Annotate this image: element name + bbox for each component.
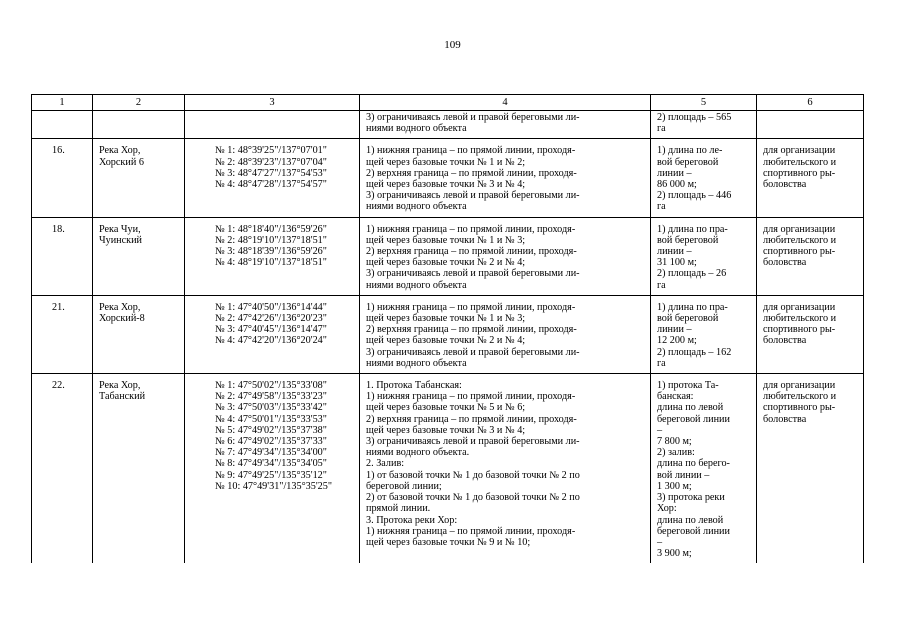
text-line: 1. Протока Табанская: bbox=[366, 380, 462, 392]
text-line: 2) верхняя граница – по прямой линии, проходя- bbox=[366, 324, 577, 336]
text-line: Табанский bbox=[99, 391, 146, 403]
text-line: 2) площадь – 162 bbox=[657, 346, 732, 358]
text-line: боловства bbox=[763, 179, 807, 191]
text-line: береговой линии; bbox=[366, 480, 442, 492]
column-header: 6 bbox=[757, 95, 864, 111]
text-line: прямой линии. bbox=[366, 503, 431, 515]
text-line: береговой линии bbox=[657, 413, 730, 425]
text-line: ниями водного объекта bbox=[366, 201, 467, 213]
text-line: 12 200 м; bbox=[657, 335, 697, 347]
text-line: 2) залив: bbox=[657, 447, 695, 459]
text-line: № 1: 47°40'50"/136°14'44" bbox=[215, 301, 327, 313]
text-line: № 4: 47°42'20"/136°20'24" bbox=[215, 335, 327, 347]
text-line: линии – bbox=[657, 246, 692, 258]
text-line: 2) площадь – 565 bbox=[657, 112, 732, 123]
text-line: 2) верхняя граница – по прямой линии, проходя- bbox=[366, 246, 577, 258]
water-body-name bbox=[93, 374, 185, 564]
boundary-description bbox=[360, 139, 651, 217]
column-header: 2 bbox=[93, 95, 185, 111]
text-line: № 2: 47°49'58"/135°33'23" bbox=[215, 391, 327, 403]
text-line: 1) протока Та- bbox=[657, 380, 719, 392]
text-line: длина по берего- bbox=[657, 458, 730, 470]
text-line: Хорский-8 bbox=[99, 313, 145, 325]
text-line: га bbox=[657, 201, 666, 213]
text-line: 2) верхняя граница – по прямой линии, проходя- bbox=[366, 167, 577, 179]
text-line: 86 000 м; bbox=[657, 179, 697, 191]
text-line: вой береговой bbox=[657, 313, 719, 325]
text-line: боловства bbox=[763, 257, 807, 269]
text-line: 3) ограничиваясь левой и правой береговыми ли- bbox=[366, 190, 580, 202]
area-size bbox=[651, 139, 757, 217]
text-line: длина по левой bbox=[657, 402, 724, 414]
text-line: Река Хор, bbox=[99, 301, 141, 313]
text-line: вой береговой bbox=[657, 234, 719, 246]
text-line: № 1: 47°50'02"/135°33'08" bbox=[215, 380, 327, 392]
text-line: линии – bbox=[657, 324, 692, 336]
text-line: – bbox=[657, 424, 663, 436]
text-line: 1) от базовой точки № 1 до базовой точки № 2 по bbox=[366, 469, 580, 481]
text-line: № 3: 47°50'03"/135°33'42" bbox=[215, 402, 327, 414]
text-line: 1) нижняя граница – по прямой линии, проходя- bbox=[366, 301, 576, 313]
column-header: 5 bbox=[651, 95, 757, 111]
text-line: вой линии – bbox=[657, 469, 710, 481]
text-line: № 2: 48°19'10"/137°18'51" bbox=[215, 234, 327, 246]
table-row bbox=[32, 139, 864, 217]
text-line: боловства bbox=[763, 413, 807, 425]
text-line: № 1: 48°18'40"/136°59'26" bbox=[215, 223, 327, 235]
text-line: 2. Залив: bbox=[366, 458, 405, 470]
area-purpose bbox=[757, 374, 864, 564]
continuation-description bbox=[360, 111, 651, 139]
continuation-size bbox=[651, 111, 757, 139]
text-line: № 4: 47°50'01"/135°33'53" bbox=[215, 413, 327, 425]
text-line: га bbox=[657, 357, 666, 369]
text-line: Хор: bbox=[657, 503, 677, 515]
text-line: спортивного ры- bbox=[763, 402, 836, 414]
text-line: ниями водного объекта. bbox=[366, 447, 470, 459]
text-line: ниями водного объекта bbox=[366, 279, 467, 291]
text-line: линии – bbox=[657, 167, 692, 179]
text-line: 1) длина по ле- bbox=[657, 145, 723, 157]
continuation-row bbox=[32, 111, 864, 139]
page-number: 109 bbox=[444, 39, 461, 51]
area-size bbox=[651, 217, 757, 295]
text-line: для организации bbox=[763, 380, 836, 392]
water-body-name bbox=[93, 217, 185, 295]
boundary-description bbox=[360, 374, 651, 564]
text-line: Река Чуи, bbox=[99, 223, 141, 235]
text-line: для организации bbox=[763, 145, 836, 157]
text-line: № 10: 47°49'31"/135°35'25" bbox=[215, 480, 333, 492]
text-line: 3) ограничиваясь левой и правой береговыми ли- bbox=[366, 436, 580, 448]
boundary-description bbox=[360, 217, 651, 295]
area-purpose bbox=[757, 139, 864, 217]
text-line: для организации bbox=[763, 223, 836, 235]
boundary-description bbox=[360, 295, 651, 373]
text-line: Река Хор, bbox=[99, 380, 141, 392]
base-point-coordinates bbox=[185, 374, 360, 564]
row-number: 22. bbox=[32, 374, 93, 564]
area-size bbox=[651, 295, 757, 373]
row-number: 18. bbox=[32, 217, 93, 295]
base-point-coordinates bbox=[185, 295, 360, 373]
text-line: ниями водного объекта bbox=[366, 357, 467, 369]
text-line: № 4: 48°19'10"/137°18'51" bbox=[215, 257, 327, 269]
text-line: 2) верхняя граница – по прямой линии, проходя- bbox=[366, 413, 577, 425]
column-number-header-row bbox=[32, 95, 864, 111]
text-line: щей через базовые точки № 1 и № 3; bbox=[366, 313, 526, 325]
text-line: Река Хор, bbox=[99, 145, 141, 157]
text-line: – bbox=[657, 536, 663, 548]
text-line: спортивного ры- bbox=[763, 324, 836, 336]
text-line: 3. Протока реки Хор: bbox=[366, 514, 458, 526]
water-body-name bbox=[93, 295, 185, 373]
text-line: 1) нижняя граница – по прямой линии, проходя- bbox=[366, 223, 576, 235]
table-row bbox=[32, 295, 864, 373]
column-header: 3 bbox=[185, 95, 360, 111]
table-row bbox=[32, 217, 864, 295]
text-line: 3) ограничиваясь левой и правой береговыми ли- bbox=[366, 346, 580, 358]
text-line: щей через базовые точки № 5 и № 6; bbox=[366, 402, 526, 414]
text-line: га bbox=[657, 123, 666, 135]
text-line: 2) площадь – 446 bbox=[657, 190, 732, 202]
text-line: Хорский 6 bbox=[99, 156, 144, 168]
text-line: № 9: 47°49'25"/135°35'12" bbox=[215, 469, 327, 481]
text-line: № 5: 47°49'02"/135°37'38" bbox=[215, 424, 327, 436]
row-number: 21. bbox=[32, 295, 93, 373]
text-line: спортивного ры- bbox=[763, 246, 836, 258]
text-line: щей через базовые точки № 3 и № 4; bbox=[366, 424, 526, 436]
text-line: № 4: 48°47'28"/137°54'57" bbox=[215, 179, 327, 191]
area-purpose bbox=[757, 217, 864, 295]
area-purpose bbox=[757, 295, 864, 373]
text-line: щей через базовые точки № 1 и № 2; bbox=[366, 156, 526, 168]
text-line: 3) ограничиваясь левой и правой береговыми ли- bbox=[366, 112, 580, 123]
area-size bbox=[651, 374, 757, 564]
text-line: боловства bbox=[763, 335, 807, 347]
column-header: 1 bbox=[32, 95, 93, 111]
text-line: спортивного ры- bbox=[763, 167, 836, 179]
text-line: 2) от базовой точки № 1 до базовой точки № 2 по bbox=[366, 492, 580, 504]
text-line: любительского и bbox=[763, 234, 837, 246]
text-line: вой береговой bbox=[657, 156, 719, 168]
text-line: 3) протока реки bbox=[657, 492, 725, 504]
text-line: 1 300 м; bbox=[657, 480, 692, 492]
text-line: щей через базовые точки № 9 и № 10; bbox=[366, 536, 531, 548]
text-line: № 3: 48°18'39"/136°59'26" bbox=[215, 246, 327, 258]
text-line: 2) площадь – 26 bbox=[657, 268, 727, 280]
text-line: щей через базовые точки № 2 и № 4; bbox=[366, 335, 526, 347]
text-line: береговой линии bbox=[657, 525, 730, 537]
text-line: № 6: 47°49'02"/135°37'33" bbox=[215, 436, 327, 448]
text-line: щей через базовые точки № 1 и № 3; bbox=[366, 234, 526, 246]
text-line: га bbox=[657, 279, 666, 291]
row-number: 16. bbox=[32, 139, 93, 217]
text-line: № 8: 47°49'34"/135°34'05" bbox=[215, 458, 327, 470]
column-header: 4 bbox=[360, 95, 651, 111]
text-line: любительского и bbox=[763, 391, 837, 403]
text-line: 7 800 м; bbox=[657, 436, 692, 448]
text-line: 1) длина по пра- bbox=[657, 223, 728, 235]
text-line: любительского и bbox=[763, 313, 837, 325]
fishing-areas-table bbox=[31, 94, 864, 563]
text-line: 1) нижняя граница – по прямой линии, проходя- bbox=[366, 391, 576, 403]
text-line: 3 900 м; bbox=[657, 548, 692, 560]
water-body-name bbox=[93, 139, 185, 217]
text-line: щей через базовые точки № 3 и № 4; bbox=[366, 179, 526, 191]
text-line: Чуинский bbox=[99, 234, 142, 246]
table-row bbox=[32, 374, 864, 564]
text-line: № 1: 48°39'25"/137°07'01" bbox=[215, 145, 327, 157]
text-line: длина по левой bbox=[657, 514, 724, 526]
text-line: банская: bbox=[657, 391, 694, 403]
text-line: № 3: 47°40'45"/136°14'47" bbox=[215, 324, 327, 336]
text-line: № 3: 48°47'27"/137°54'53" bbox=[215, 167, 327, 179]
text-line: 31 100 м; bbox=[657, 257, 697, 269]
text-line: № 7: 47°49'34"/135°34'00" bbox=[215, 447, 327, 459]
text-line: любительского и bbox=[763, 156, 837, 168]
text-line: щей через базовые точки № 2 и № 4; bbox=[366, 257, 526, 269]
base-point-coordinates bbox=[185, 139, 360, 217]
base-point-coordinates bbox=[185, 217, 360, 295]
text-line: для организации bbox=[763, 301, 836, 313]
text-line: ниями водного объекта bbox=[366, 123, 467, 135]
text-line: № 2: 47°42'26"/136°20'23" bbox=[215, 313, 327, 325]
text-line: 1) нижняя граница – по прямой линии, проходя- bbox=[366, 145, 576, 157]
text-line: 3) ограничиваясь левой и правой береговыми ли- bbox=[366, 268, 580, 280]
text-line: 1) длина по пра- bbox=[657, 301, 728, 313]
text-line: 1) нижняя граница – по прямой линии, проходя- bbox=[366, 525, 576, 537]
text-line: № 2: 48°39'23"/137°07'04" bbox=[215, 156, 327, 168]
